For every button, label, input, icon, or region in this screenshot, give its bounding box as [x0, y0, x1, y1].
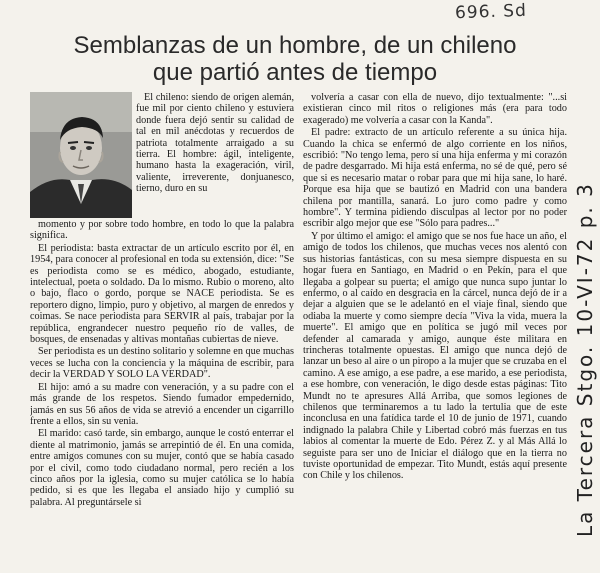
paragraph: El marido: casó tarde, sin embargo, aunque le costó enterrar el diente al matrimonio, jamás se arrepintió de él. En una comida, entre amigos comunes con su mujer, contó que se había casado por el civil, como todo ciudadano normal, pero recién a los cinco años por la iglesia, como su mujer católica se lo había pedido, si es que les llegaba el ansiado hijo y cumplió su palabra. Al preguntársele si — [30, 428, 294, 508]
paragraph: volvería a casar con ella de nuevo, dijo textualmente: "...si existieran cinco mil ritos o religiones más (era para todo exagerado) me volvería a casar con la Kanda". — [303, 92, 567, 126]
paragraph: Y por último el amigo: el amigo que se nos fue hace un año, el amigo de todos los chilenos, que muchas veces nos alentó con sus historias fantásticas, con su mesa siempre dispuesta en su hogar fuera en Santiago, en Madrid o en Pekín, para el que llegaba a golpear su puerta; el amigo que nunca supo juntar lo enfermo, o al caído en desgracia en la cárcel, nunca dejó de ir a dejar a alguien que se le adelantó en el viaje final, siendo que odiaba la muerte y como siempre decía "Viva la vida, muera la muerte". El amigo que en política se jugó mil veces por defender al camarada y amigo, aunque éste militara en trincheras totalmente opuestas. El amigo que nunca dejó de lanzar un beso al aire o un piropo a la mujer que se cruzaba en el camino. A ese amigo, a ese padre, a ese marido, a ese periodista, a ese hombre, con veneración, le digo desde estas páginas: Tito Mundt no te apresures Allá Arriba, que somos legiones de chilenos que terminaremos a tu lado la tertulia que de este inconclusa en una fatídica tarde el 10 de junio de 1971, cuando indignado la palabra Chile y Libertad cobró más fuerzas en tus labios al comentar la muerte de Edo. Pérez Z. y al Más Allá lo seguiste para ser uno de Iniciar el diálogo que en la tierra no tuviste oportunidad de empezar. Tito Mundt, estás aquí presente con Chile y los chilenos. — [303, 230, 567, 482]
paragraph: El padre: extracto de un artículo referente a su única hija. Cuando la chica se enfermó de algo corriente en los niños, escribió: "No tengo lema, pero sí una hija enferma y mi corazón de padre desgarrado. Mi hija está enferma, no sé de qué, pero sé que si es necesario matar o robar para que mi hija sane, lo haré. Porque esa hija que se bautizó en Madrid con una bandera chilena por mantilla, sanará. Lo juro como padre y como hombre". Y termina pidiendo disculpas al lector por no poder escribir algo mejor que ese "Sólo para padres..." — [303, 127, 567, 230]
paragraph: El hijo: amó a su madre con veneración, y a su padre con el más grande de los respetos. Siendo fumador empedernido, jamás en sus 56 años de vida se atrevió a encender un cigarrillo frente a ellos, sin su venia. — [30, 381, 294, 427]
paragraph: El periodista: basta extractar de un artículo escrito por él, en 1954, para conocer al profesional en toda su extensión, dice: "Se es periodista como se es médico, abogado, estudiante, intelectual, poeta o soldado. Da lo mismo. Rubio o moreno, alto o bajo, flaco o gordo, porque se NACE periodista. Se es reportero digno, limpio, puro y objetivo, al margen de enredos y coimas. Se nace periodista para SERVIR al país, trabajar por la república, engrandecer nuestro pequeño río de valles, de bosques, de ensenadas y altivas montañas cubiertas de nieve. — [30, 242, 294, 346]
article-column-right — [303, 92, 567, 573]
paragraph: Ser periodista es un destino solitario y solemne en que muchas veces se lucha con la conciencia y la máquina de escribir, para decir la VERDAD Y SOLO LA VERDAD". — [30, 346, 294, 381]
article-column-intro — [136, 92, 294, 218]
article-headline: Semblanzas de un hombre, de un chileno que partió antes de tiempo — [73, 32, 517, 86]
portrait-photo — [30, 92, 132, 218]
article-column-left — [30, 219, 294, 573]
handwritten-source-note: La Tercera Stgo. 10-VI-72 p. 3 — [573, 182, 597, 537]
paragraph-intro: El chileno: siendo de origen alemán, fue mil por ciento chileno y estuviera donde fuera dejó sentir su calidad de tal en mil anécdotas y recuerdos de patriota totalmente arraigado a su tierra. El hombre: ágil, inteligente, humano hasta la exageración, viril, valiente, irreverente, donjuanesco, tierno, duro en su — [136, 92, 294, 195]
handwritten-reference: 696. Sd — [454, 0, 528, 24]
paragraph: momento y por sobre todo hombre, en todo lo que la palabra significa. — [30, 219, 294, 242]
